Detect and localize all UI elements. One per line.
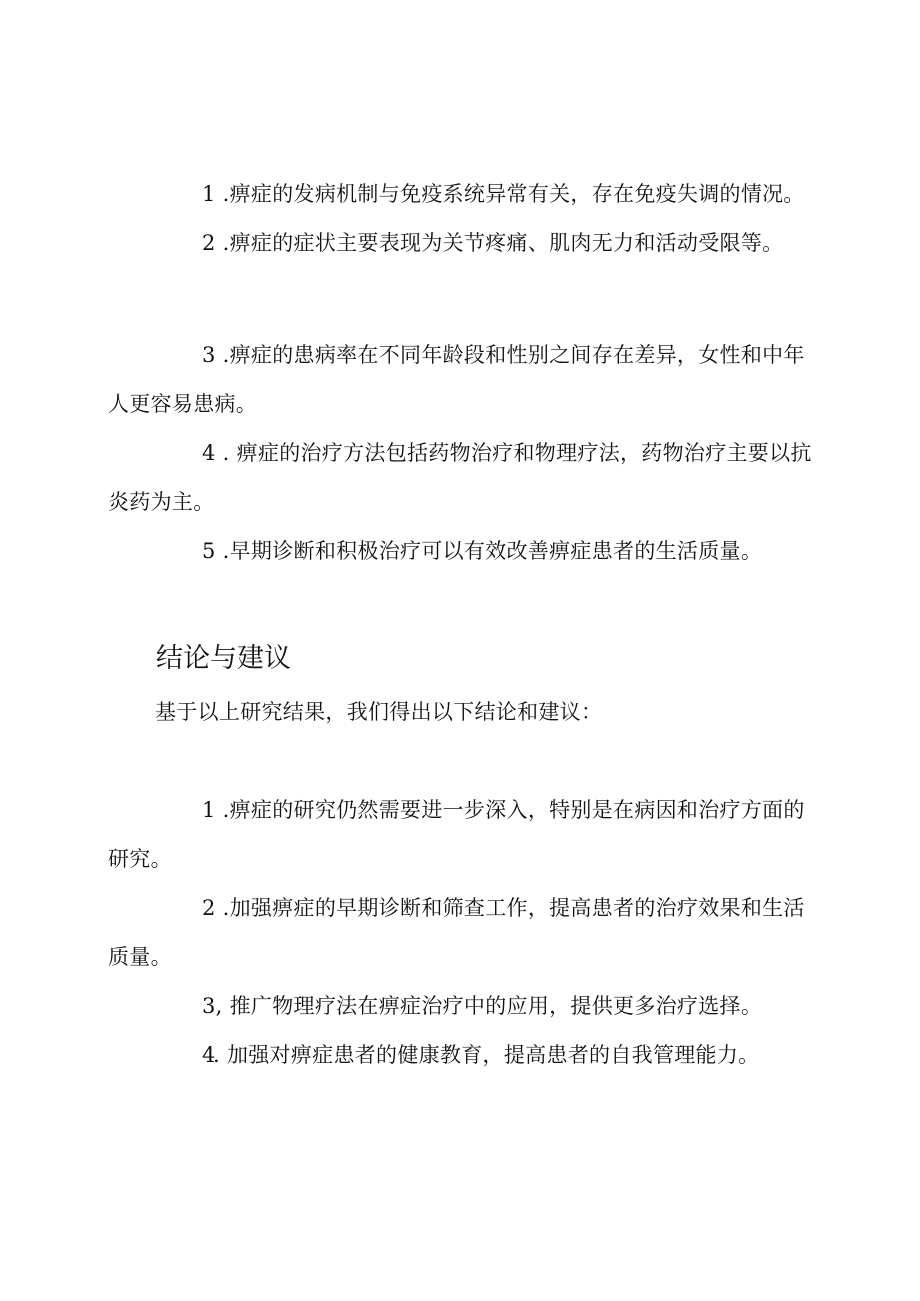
finding-number: 5 [202,539,216,563]
finding-number: 3 [202,343,216,367]
recommendation-number: 2 [202,896,216,920]
finding-item-4 [108,429,823,527]
recommendation-number: 3, [202,994,223,1018]
recommendation-text: . 加强对痹症患者的健康教育，提高患者的自我管理能力。 [213,1043,760,1067]
finding-item-1 [108,170,823,219]
recommendation-text: .痹症的研究仍然需要进一步深入，特别是在病因和治疗方面的研究。 [108,798,805,871]
recommendation-item-4 [108,1031,823,1080]
finding-text: .痹症的患病率在不同年龄段和性别之间存在差异，女性和中年人更容易患病。 [108,343,805,416]
recommendation-item-2 [108,884,823,982]
recommendation-item-1 [108,786,823,884]
recommendation-item-3 [108,982,823,1031]
finding-number: 2 [202,231,216,255]
recommendation-number: 1 [202,798,216,822]
finding-item-3 [108,331,823,429]
recommendation-text: .加强痹症的早期诊断和筛查工作，提高患者的治疗效果和生活质量。 [108,896,805,969]
finding-text: . 痹症的治疗方法包括药物治疗和物理疗法，药物治疗主要以抗炎药为主。 [108,441,812,514]
conclusion-intro: 基于以上研究结果，我们得出以下结论和建议： [155,700,603,724]
finding-number: 4 [202,441,216,465]
section-heading: 结论与建议 [156,643,291,674]
finding-text: .痹症的症状主要表现为关节疼痛、肌肉无力和活动受限等。 [215,231,784,255]
recommendation-text: 推广物理疗法在痹症治疗中的应用，提供更多治疗选择。 [222,994,763,1018]
finding-item-5 [108,527,823,576]
finding-text: .早期诊断和积极治疗可以有效改善痹症患者的生活质量。 [215,539,763,563]
recommendation-number: 4 [202,1043,216,1067]
finding-text: .痹症的发病机制与免疫系统异常有关，存在免疫失调的情况。 [215,182,805,206]
finding-item-2 [108,219,823,268]
finding-number: 1 [202,182,216,206]
